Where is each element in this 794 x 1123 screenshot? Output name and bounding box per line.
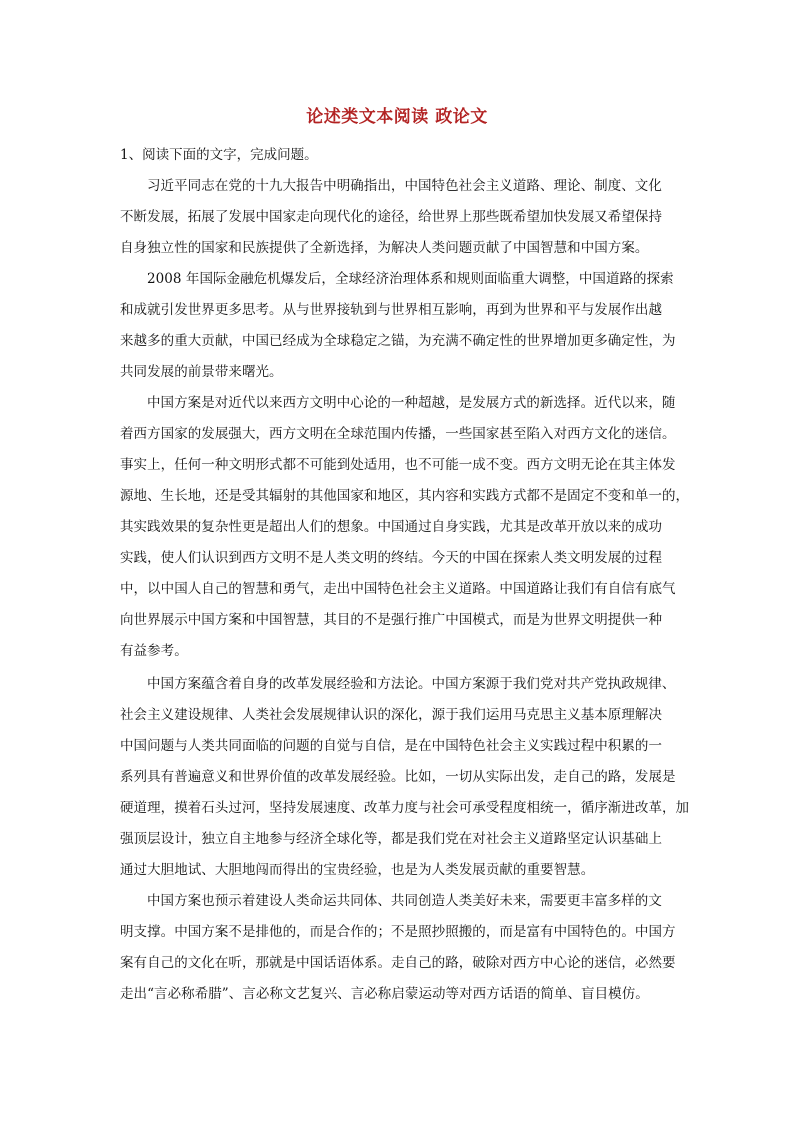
paragraph-line: 中国方案蕴含着自身的改革发展经验和方法论。中国方案源于我们党对共产党执政规律、 [147, 676, 676, 692]
paragraph-line: 自身独立性的国家和民族提供了全新选择，为解决人类问题贡献了中国智慧和中国方案。 [120, 240, 649, 256]
paragraph-line: 有益参考。 [120, 643, 188, 659]
paragraph-line: 走出“言必称希腊”、言必称文艺复兴、言必称启蒙运动等对西方话语的简单、盲目模仿。 [120, 986, 649, 1002]
paragraph-line: 中国方案是对近代以来西方文明中心论的一种超越，是发展方式的新选择。近代以来，随 [147, 395, 676, 411]
paragraph-line: 中国问题与人类共同面临的问题的自觉与自信，是在中国特色社会主义实践过程中积累的一 [120, 738, 662, 754]
paragraph-line: 不断发展，拓展了发展中国家走向现代化的途径，给世界上那些既希望加快发展又希望保持 [120, 209, 662, 225]
page-title: 论述类文本阅读 政论文 [306, 107, 488, 127]
paragraph-line: 事实上，任何一种文明形式都不可能到处适用，也不可能一成不变。西方文明无论在其主体发 [120, 457, 676, 473]
paragraph-line: 通过大胆地试、大胆地闯而得出的宝贵经验，也是为人类发展贡献的重要智慧。 [120, 862, 595, 878]
paragraph-line: 明支撑。中国方案不是排他的，而是合作的；不是照抄照搬的，而是富有中国特色的。中国方 [120, 924, 676, 940]
paragraph-line: 共同发展的前景带来曙光。 [120, 364, 283, 380]
paragraph-line: 实践，使人们认识到西方文明不是人类文明的终结。今天的中国在探索人类文明发展的过程 [120, 550, 662, 566]
paragraph-line: 着西方国家的发展强大，西方文明在全球范围内传播，一些国家甚至陷入对西方文化的迷信。 [120, 426, 676, 442]
paragraph-line: 中国方案也预示着建设人类命运共同体、共同创造人类美好未来，需要更丰富多样的文 [147, 893, 662, 909]
paragraph-line: 案有自己的文化在听，那就是中国话语体系。走自己的路，破除对西方中心论的迷信，必然要 [120, 955, 676, 971]
paragraph-line: 2008 年国际金融危机爆发后，全球经济治理体系和规则面临重大调整，中国道路的探索 [147, 271, 674, 287]
paragraph-line: 中，以中国人自己的智慧和勇气，走出中国特色社会主义道路。中国道路让我们有自信有底气 [120, 581, 676, 597]
paragraph-line: 其实践效果的复杂性更是超出人们的想象。中国通过自身实践，尤其是改革开放以来的成功 [120, 519, 662, 535]
question-prompt: 1、阅读下面的文字，完成问题。 [120, 147, 318, 163]
paragraph-line: 系列具有普遍意义和世界价值的改革发展经验。比如，一切从实际出发，走自己的路，发展是 [120, 769, 676, 785]
paragraph-line: 硬道理，摸着石头过河，坚持发展速度、改革力度与社会可承受程度相统一，循序渐进改革，加 [120, 800, 690, 816]
paragraph-line: 社会主义建设规律、人类社会发展规律认识的深化，源于我们运用马克思主义基本原理解决 [120, 707, 662, 723]
paragraph-line: 和成就引发世界更多思考。从与世界接轨到与世界相互影响，再到为世界和平与发展作出越 [120, 302, 662, 318]
paragraph-line: 习近平同志在党的十九大报告中明确指出，中国特色社会主义道路、理论、制度、文化 [147, 178, 662, 194]
paragraph-line: 源地、生长地，还是受其辐射的其他国家和地区，其内容和实践方式都不是固定不变和单一的， [120, 488, 690, 504]
paragraph-line: 向世界展示中国方案和中国智慧，其目的不是强行推广中国模式，而是为世界文明提供一种 [120, 612, 662, 628]
paragraph-line: 强顶层设计，独立自主地参与经济全球化等，都是我们党在对社会主义道路坚定认识基础上 [120, 831, 662, 847]
paragraph-line: 来越多的重大贡献，中国已经成为全球稳定之锚，为充满不确定性的世界增加更多确定性，为 [120, 333, 676, 349]
